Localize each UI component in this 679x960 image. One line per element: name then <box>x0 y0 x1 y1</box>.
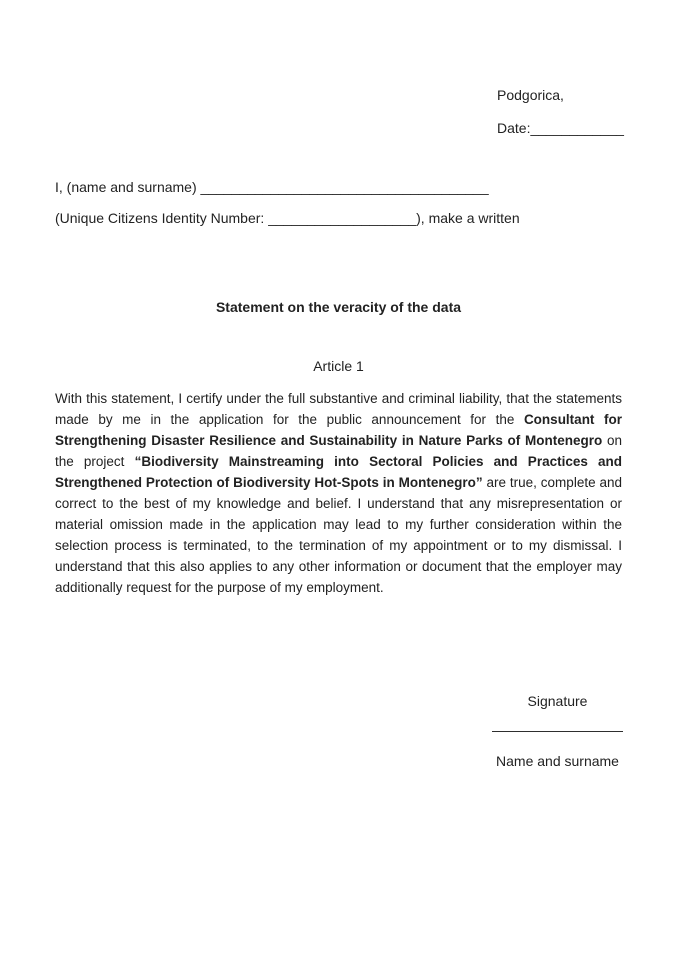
body-paragraph <box>55 388 622 598</box>
signer-name-label: Name and surname <box>496 753 619 769</box>
intro-block <box>55 178 520 227</box>
id-number-line <box>55 209 520 227</box>
signature-label: Signature <box>527 693 588 709</box>
page-title: Statement on the veracity of the data <box>215 299 462 315</box>
location-date-block <box>497 86 624 137</box>
date-label: Date: <box>497 120 531 136</box>
date-line <box>497 119 624 137</box>
location-text: Podgorica, <box>497 87 564 103</box>
project-title-bold: “Biodiversity Mainstreaming into Sectoral Policies and Practices and Strengthened Protection of Biodiversity Hot-Spots in Montenegro” <box>55 454 623 490</box>
signature-line <box>492 731 623 732</box>
name-label: I, (name and surname) <box>55 179 197 195</box>
id-number-label: (Unique Citizens Identity Number: <box>55 210 265 226</box>
date-blank: ____________ <box>530 120 624 136</box>
name-blank: _____________________________________ <box>200 179 489 195</box>
name-line <box>55 178 520 196</box>
body-segment-2: on the project <box>55 433 622 469</box>
position-title-bold: Consultant for Strengthening Disaster Resilience and Sustainability in Nature Parks of Montenegro <box>55 412 622 448</box>
article-heading: Article 1 <box>313 358 364 374</box>
id-number-blank: ___________________ <box>268 210 417 226</box>
body-segment-1: With this statement, I certify under the full substantive and criminal liability, that the statements made by me in the application for the public announcement for the <box>55 391 622 427</box>
body-segment-3: are true, complete and correct to the best of my knowledge and belief. I understand that any misrepresentation or material omission made in the application may lead to my further consideration within the selection process is terminated, to the termination of my appointment or to my dismissal. I understand that this also applies to any other information or document that the employer may additionally request for the purpose of my employment. <box>55 475 622 595</box>
id-number-suffix: ), make a written <box>416 210 520 226</box>
signature-block <box>492 693 623 770</box>
